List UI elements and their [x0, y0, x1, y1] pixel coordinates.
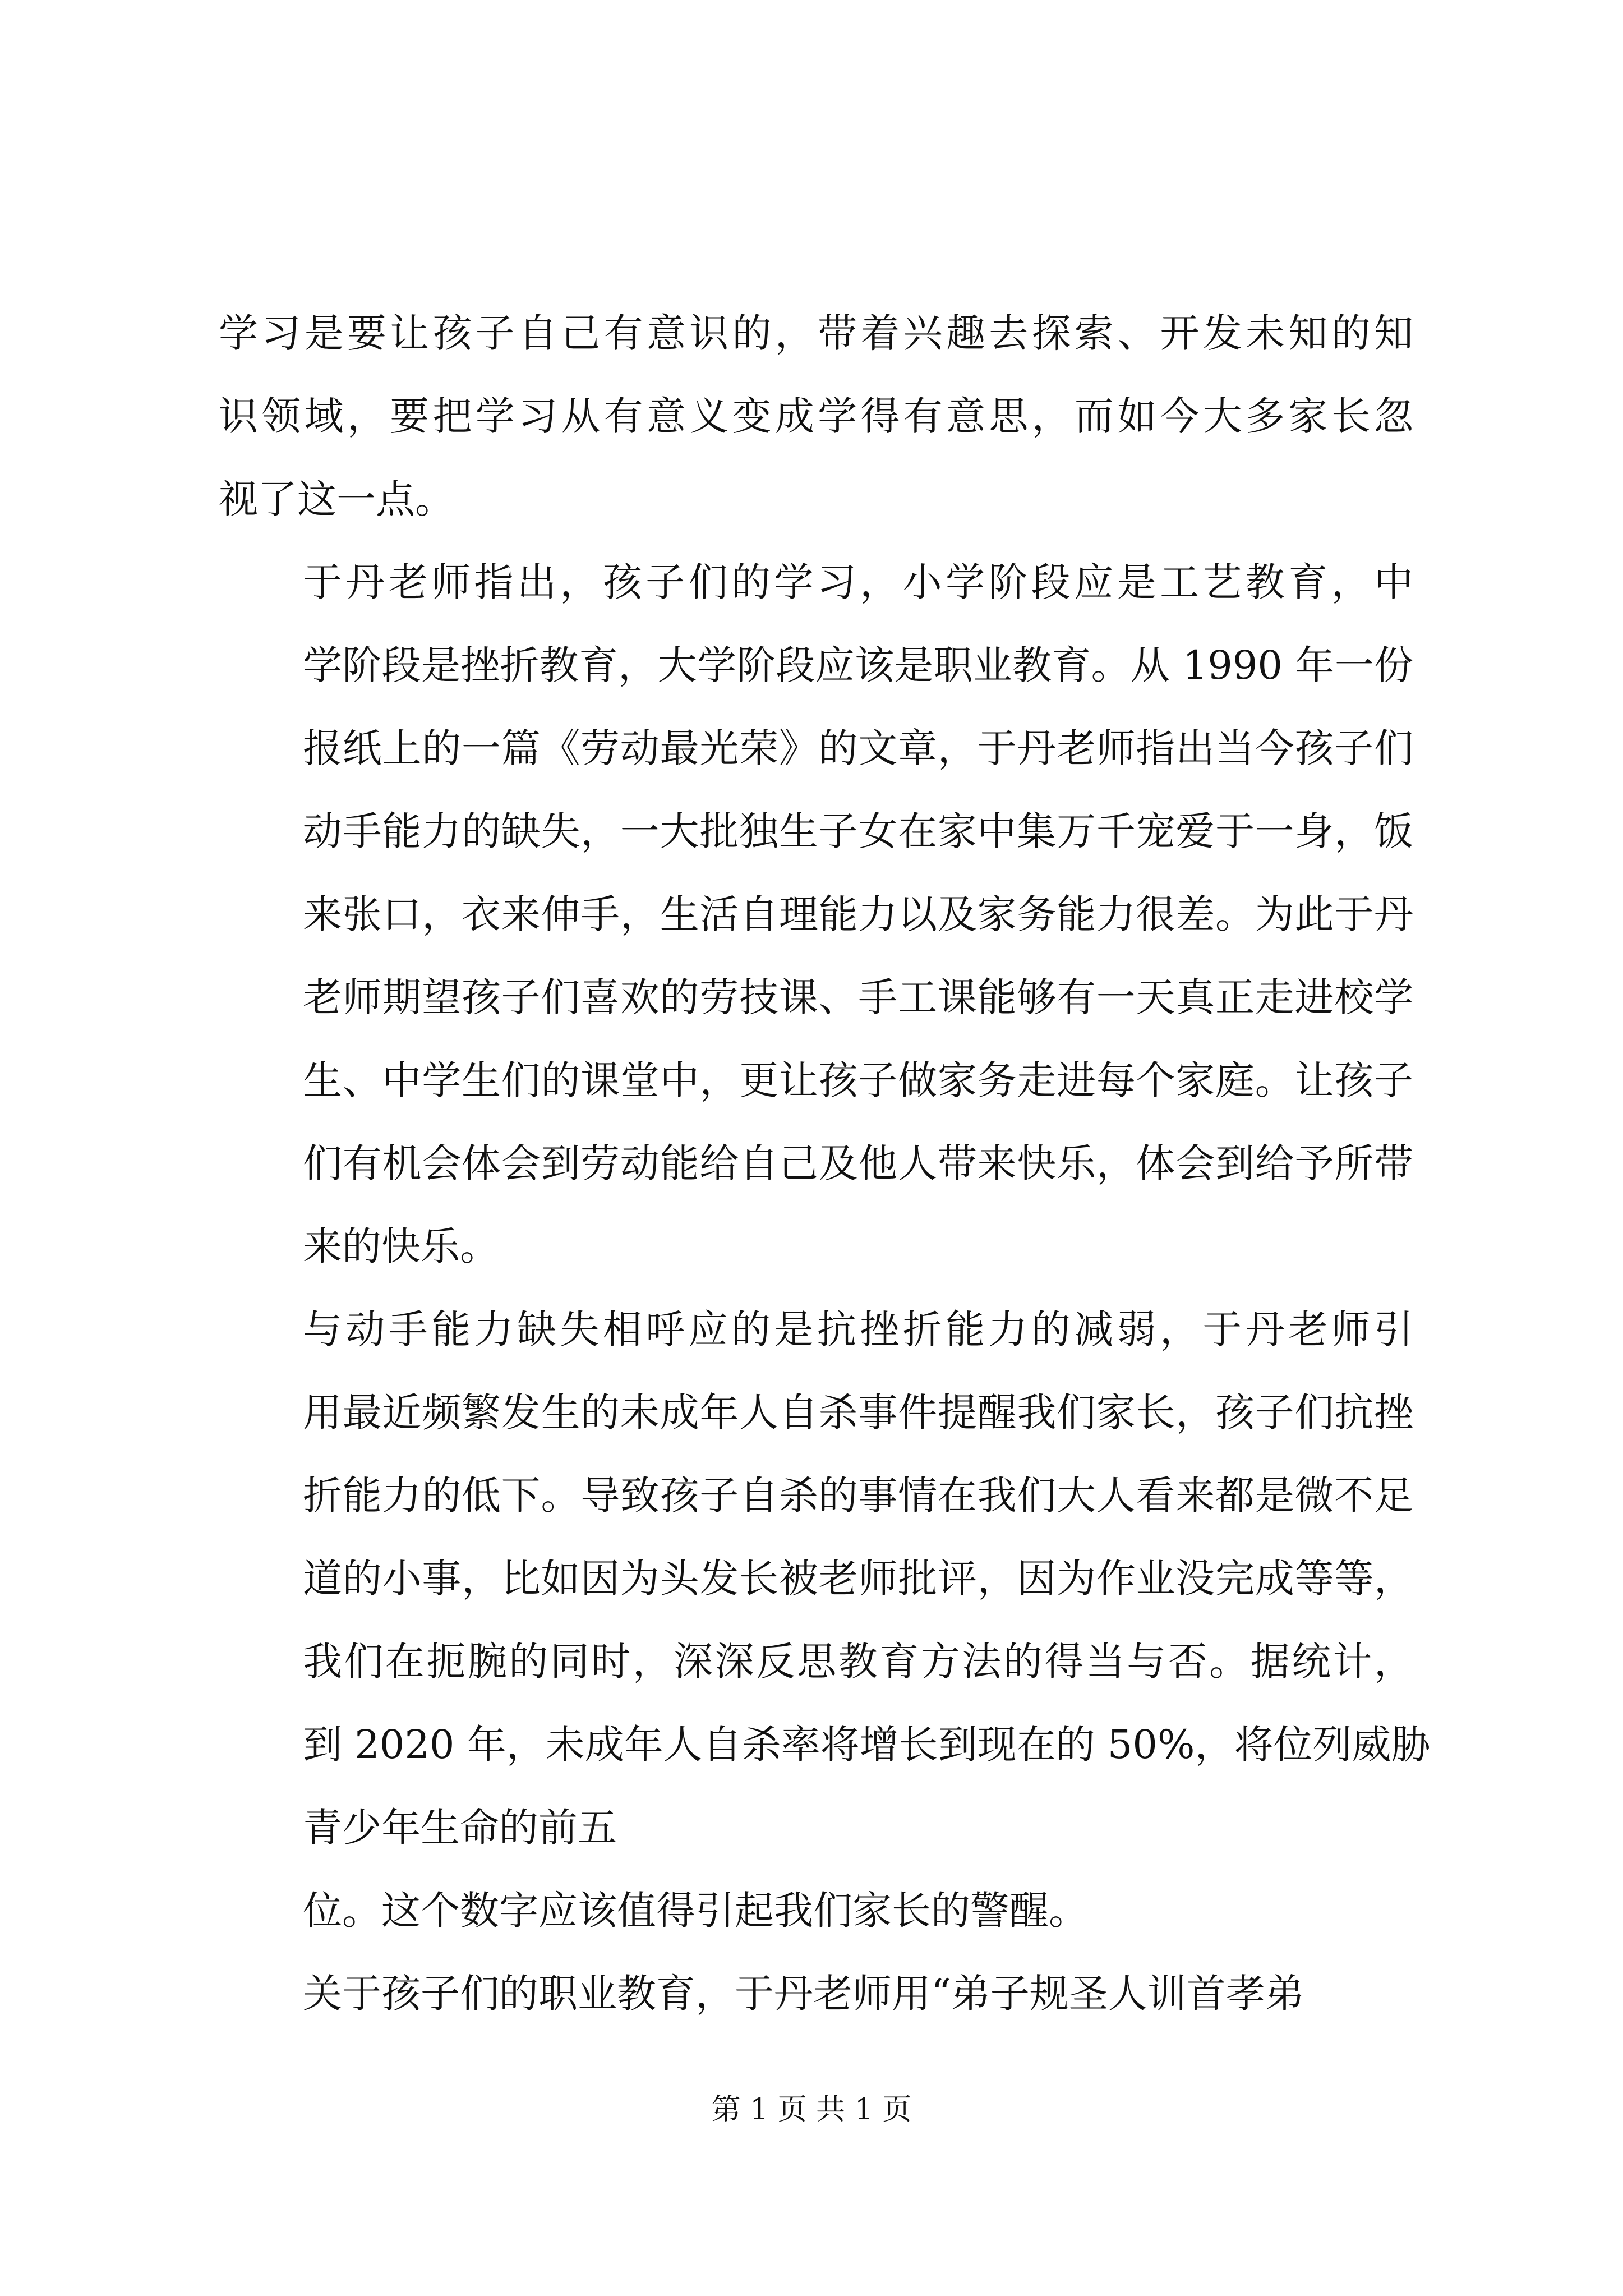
text-line: 到 2020 年，未成年人自杀率将增长到现在的 50%，将位列威胁: [303, 1722, 1431, 1768]
page-footer: 第 1 页 共 1 页: [711, 2093, 912, 2127]
text-line: 与动手能力缺失相呼应的是抗挫折能力的减弱，于丹老师引: [303, 1306, 1413, 1352]
paragraph: [219, 541, 1413, 1288]
paragraph: [219, 1869, 1413, 1952]
text-line: 来的快乐。: [303, 1223, 499, 1269]
text-line: 于丹老师指出，孩子们的学习，小学阶段应是工艺教育，中: [303, 559, 1413, 605]
text-line: 位。这个数字应该值得引起我们家长的警醒。: [303, 1888, 1088, 1934]
text-line: 生、中学生们的课堂中，更让孩子做家务走进每个家庭。让孩子: [303, 1057, 1413, 1103]
text-line: 学阶段是挫折教育，大学阶段应该是职业教育。从 1990 年一份: [303, 642, 1413, 688]
text-line: 们有机会体会到劳动能给自己及他人带来快乐，体会到给予所带: [303, 1140, 1413, 1186]
text-line: 道的小事，比如因为头发长被老师批评，因为作业没完成等等，: [303, 1556, 1413, 1602]
text-line: 报纸上的一篇《劳动最光荣》的文章，于丹老师指出当今孩子们: [303, 725, 1413, 771]
text-line: 用最近频繁发生的未成年人自杀事件提醒我们家长，孩子们抗挫: [303, 1389, 1413, 1435]
paragraph: [219, 1288, 1431, 1869]
text-line: 我们在扼腕的同时，深深反思教育方法的得当与否。据统计，: [303, 1639, 1413, 1685]
paragraph: [219, 1952, 1413, 2035]
text-line: 来张口，衣来伸手，生活自理能力以及家务能力很差。为此于丹: [303, 891, 1413, 937]
text-line: 学习是要让孩子自己有意识的，带着兴趣去探索、开发未知的知: [219, 310, 1413, 356]
text-line: 关于孩子们的职业教育，于丹老师用“弟子规圣人训首孝弟: [303, 1971, 1304, 2017]
document-body: [219, 292, 1431, 2035]
text-line: 视了这一点。: [219, 476, 454, 522]
text-line: 青少年生命的前五: [303, 1805, 617, 1851]
text-line: 老师期望孩子们喜欢的劳技课、手工课能够有一天真正走进校学: [303, 974, 1413, 1020]
text-line: 动手能力的缺失，一大批独生子女在家中集万千宠爱于一身，饭: [303, 808, 1413, 854]
text-line: 识领域，要把学习从有意义变成学得有意思，而如今大多家长忽: [219, 393, 1413, 439]
paragraph: [219, 292, 1413, 541]
text-line: 折能力的低下。导致孩子自杀的事情在我们大人看来都是微不足: [303, 1473, 1413, 1519]
